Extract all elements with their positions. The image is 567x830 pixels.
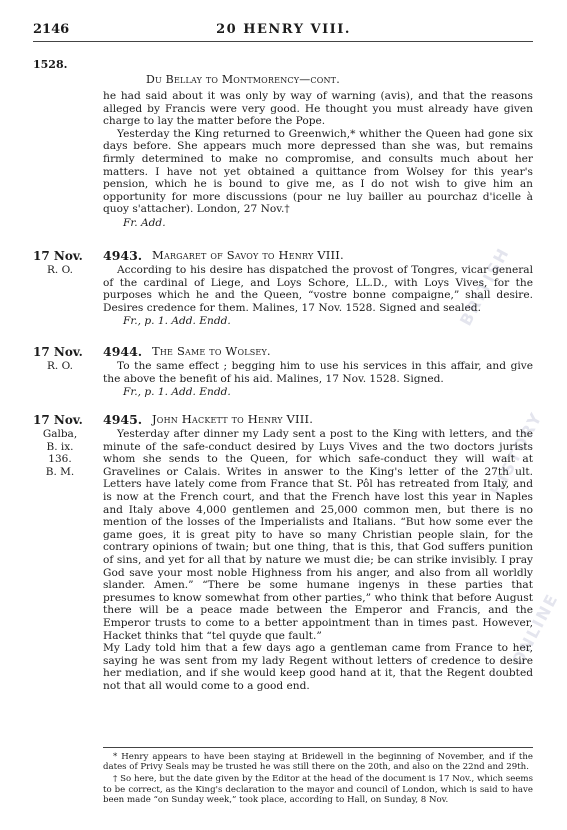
entry-date: 17 Nov. — [33, 345, 83, 359]
entry-body — [103, 428, 533, 692]
footnote: † So here, but the date given by the Editor at the head of the document is 17 Nov., which seems to be correct, as the King's declaration to the mayor and council of London, which is said to have been made “on Sunday week,” took place, according to Hall, on Sunday, 8 Nov. — [103, 774, 533, 805]
watermark-text: HISTORY — [486, 408, 547, 499]
entry-date: 17 Nov. — [33, 249, 83, 263]
letter-body — [103, 90, 533, 230]
entry-source — [36, 428, 84, 478]
footnote-rule — [103, 747, 533, 748]
footnotes — [103, 752, 533, 805]
paragraph: To the same effect ; begging him to use his services in this affair, and give the above the benefit of his aid. Malines, 17 Nov. 1528. Signed. — [103, 360, 533, 385]
footnote: * Henry appears to have been staying at Bridewell in the beginning of November, and if the dates of Privy Seals may be trusted he was still there on the 20th, and also on the 22nd and 29th. — [103, 752, 533, 773]
document-meta: Fr. Add. — [123, 216, 166, 229]
entry-date: 17 Nov. — [33, 413, 83, 427]
paragraph: My Lady told him that a few days ago a gentleman came from France to her, saying he was sent from my lady Regent without letters of credence to desire her mediation, and if she would keep good hand at it, that the Regent doubted not that all would come to a good end. — [103, 642, 533, 692]
running-title: 20 HENRY VIII. — [216, 22, 351, 37]
entry-title: John Hackett to Henry VIII. — [152, 412, 314, 426]
entry-title: The Same to Wolsey. — [152, 344, 271, 358]
entry-number: 4944. — [103, 344, 143, 359]
entry-body — [103, 264, 533, 328]
source-line: B. M. — [45, 465, 75, 478]
source-line: Galba, B. ix. — [42, 428, 78, 453]
source-line: 136. — [48, 453, 72, 465]
entry-source: R. O. — [47, 360, 73, 372]
entry-body — [103, 360, 533, 399]
paragraph: According to his desire has dispatched the provost of Tongres, vicar general of the cardinal of Liege, and Loys Schore, LL.D., with Loys Vives, for the purposes which he and the Queen, “vostre bonne compaigne,” shall desire. Desires credence for them. Malines, 17 Nov. 1528. Signed and sealed. — [103, 264, 533, 314]
header-rule — [33, 41, 533, 42]
paragraph: Yesterday the King returned to Greenwich,* whither the Queen had gone six days before. She appears much more depressed than she was, but remains firmly determined to make no compromise, and consults much about her matters. I have not yet obtained a quittance from Wolsey for this year's pension, which he is bound to give me, as I do not wish to give him an opportunity for more discussions (pour ne luy bailler au pourchaz d'icelle à quoy s'attacher). London, 27 Nov.† — [103, 127, 533, 216]
year-label: 1528. — [33, 58, 68, 71]
watermark-text: ONLINE — [508, 589, 563, 669]
entry-source: R. O. — [47, 264, 73, 276]
paragraph: Yesterday after dinner my Lady sent a post to the King with letters, and the minute of the safe-conduct desired by Luys Vives and the two doctors jurists whom she sends to the Queen, for which safe-conduct they will wait at Gravelines or Calais. Writes in answer to the King's letter of the 27th ult. Letters have lately come from France that St. Pôl has retreated from Italy, and is now at the French court, and that the French have lost this year in Naples and Italy above 4,000 gentlemen and 25,000 common men, but there is no mention of the losses of the Imperialists and Italians. “But how some ever the game goes, it is great pity to have so many Christian people slain, for the contrary opinions of twain; but one thing, that is this, that God suffers punition of sins, and yet for all that by nature we must die; be can strike invisibly. I pray God save your most noble Highness from his anger, and also from all worldly slander. Amen.” “There be some humane ingenys in these parties that presumes to know somewhat from other parties,” who think that before August there will be a peace made between the Emperor and Francis, and the Emperor trusts to come to a better appointment than in times past. However, Hacket thinks that “tel quyde que fault.” — [103, 428, 533, 642]
entry-number: 4943. — [103, 248, 143, 263]
document-meta: Fr., p. 1. Add. Endd. — [123, 386, 231, 399]
letter-heading: Du Bellay to Montmorency—cont. — [146, 73, 340, 86]
paragraph: he had said about it was only by way of warning (avis), and that the reasons alleged by Francis were very good. He thought you must already have given charge to lay the matter before the Pope. — [103, 90, 533, 128]
entry-title: Margaret of Savoy to Henry VIII. — [152, 248, 344, 262]
page-number: 2146 — [33, 22, 70, 37]
entry-number: 4945. — [103, 412, 143, 427]
document-meta: Fr., p. 1. Add. Endd. — [123, 315, 231, 328]
watermark-text: BRITISH — [456, 243, 514, 329]
